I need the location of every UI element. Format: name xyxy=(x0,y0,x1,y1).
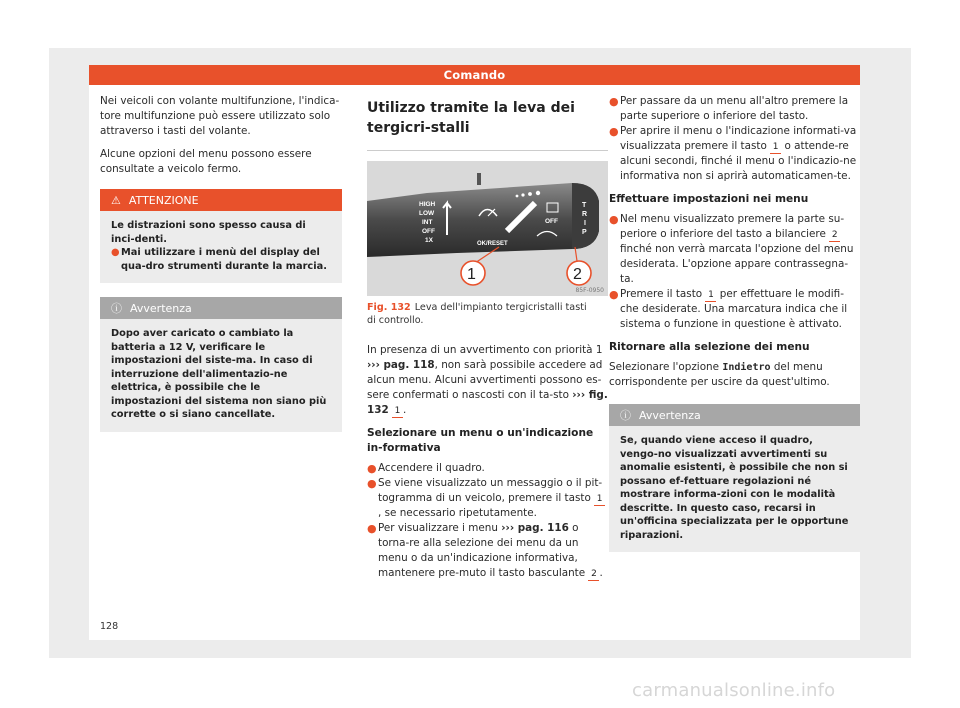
note-title: Avvertenza xyxy=(130,301,192,315)
label-high: HIGH xyxy=(419,201,436,208)
subheading-return: Ritornare alla selezione dei menu xyxy=(609,341,810,353)
figure-label: Fig. 132 xyxy=(367,302,411,313)
label-i: I xyxy=(584,220,586,227)
note-box-header xyxy=(609,404,860,426)
page-ref-118[interactable]: ››› pag. 118 xyxy=(367,359,435,371)
note-box-body: Se, quando viene acceso il quadro, vengo-no visualizzati avvertimenti su anomalie esistenti, è possibile che non si possano ef-fettuare regolazioni né mostrare informa-zioni con le modalità descritte. In questo caso, recarsi in un'officina specializzata per le opportune riparazioni. xyxy=(620,435,849,541)
bullet-dot: ● xyxy=(367,462,377,475)
interval-dot-4 xyxy=(536,191,540,195)
key-ref-1: 1 xyxy=(705,290,716,302)
wiper-lever-illustration xyxy=(367,161,608,296)
subheading-settings: Effettuare impostazioni nei menu xyxy=(609,193,809,205)
bullet-show-menus: ● Per visualizzare i menu ››› pag. 116 o torna-re alla selezione dei menu da un menu o da un'indicazione informativa, mantenere pre-muto il tasto basculante 2 . xyxy=(367,522,603,579)
bullet-open-menu: ● Per aprire il menu o l'indicazione informati-va visualizzata premere il tasto 1 o attende-re alcuni secondi, finché il menu o l'indicazio-ne informativa non si aprirà automaticamen-te. xyxy=(609,125,857,182)
intro-text-a: In presenza di un avvertimento con priorità 1 xyxy=(367,344,603,356)
watermark: carmanualsonline.info xyxy=(632,680,836,701)
bullet-rocker: ● Nel menu visualizzato premere la parte su-periore o inferiore del tasto a bilanciere 2 finché non verrà marcata l'opzione del menu desiderata. L'opzione appare contrassegna-ta. xyxy=(609,213,854,285)
label-low: LOW xyxy=(419,210,435,217)
bullet-switch-menu xyxy=(609,94,860,124)
bullet-dot: ● xyxy=(367,522,377,535)
key-ref-2: 2 xyxy=(588,569,599,581)
warning-triangle-icon: ⚠ xyxy=(111,193,121,207)
note-title: Avvertenza xyxy=(639,408,701,422)
bullet-dot: ● xyxy=(111,247,120,258)
paragraph-priority-warning xyxy=(367,343,608,418)
page-number: 128 xyxy=(100,621,119,632)
label-1x: 1X xyxy=(425,237,433,244)
label-t: T xyxy=(582,202,587,209)
key-ref-1: 1 xyxy=(392,406,403,418)
page-ref-116[interactable]: ››› pag. 116 xyxy=(501,522,569,534)
label-r: R xyxy=(582,211,588,218)
label-int: INT xyxy=(422,219,433,226)
warning-line-1: Le distrazioni sono spesso causa di inci-denti. xyxy=(111,220,306,245)
section-header-band xyxy=(89,65,860,85)
warning-box-header xyxy=(100,189,342,211)
interval-dot-1 xyxy=(516,195,519,198)
column-middle xyxy=(367,94,608,581)
paragraph-menu-options: Alcune opzioni del menu possono essere consultate a veicolo fermo. xyxy=(100,148,312,175)
interval-dot-2 xyxy=(521,193,524,196)
note-box-body: Dopo aver caricato o cambiato la batteria a 12 V, verificare le impostazioni del siste-ma. In caso di interruzione dell'alimentazio-ne elettrica, è possibile che le impostazioni del sistema non siano più corrette o si siano cancellate. xyxy=(111,328,327,420)
bullet-dot: ● xyxy=(609,213,619,226)
fig-ref-132[interactable]: ››› fig. 132 xyxy=(367,389,608,416)
section-header-title: Comando xyxy=(443,68,506,82)
bullet-ignition xyxy=(367,461,608,476)
bullet-message: ● Se viene visualizzato un messaggio o il pit-togramma di un veicolo, premere il tasto 1, se necessario ripetutamente. xyxy=(367,476,608,521)
info-icon: ⓘ xyxy=(111,302,122,315)
label-off-2: OFF xyxy=(545,218,558,225)
note-box-right xyxy=(609,404,860,552)
bullet-dot: ● xyxy=(367,477,377,490)
bullet-dot: ● xyxy=(609,95,619,108)
figure-caption xyxy=(367,302,608,327)
intro-text-b: , non sarà possibile accedere ad alcun menu. Alcuni avvertimenti possono es-sere confermati o nascosti con il ta-sto xyxy=(367,359,603,401)
intro-end: . xyxy=(403,404,407,416)
label-off: OFF xyxy=(422,228,435,235)
column-left xyxy=(100,94,342,432)
note-box-left xyxy=(100,297,342,432)
info-icon: ⓘ xyxy=(620,409,631,422)
warning-bullet xyxy=(111,246,332,273)
warning-box xyxy=(100,189,342,283)
label-ok-reset: OK/RESET xyxy=(477,241,508,247)
key-ref-2: 2 xyxy=(829,230,840,242)
warning-box-body xyxy=(100,211,342,283)
lever-top-clip xyxy=(477,173,481,185)
key-ref-1: 1 xyxy=(770,142,781,154)
warning-title: ATTENZIONE xyxy=(128,193,199,207)
bullet-dot: ● xyxy=(609,125,619,138)
subheading-select-menu: Selezionare un menu o un'indicazione in-formativa xyxy=(367,427,594,454)
paragraph-back-option: Selezionare l'opzione Indietro del menu corrispondente per uscire da quest'ultimo. xyxy=(609,361,830,388)
callout-number-2: 2 xyxy=(573,266,582,283)
paragraph-intro: Nei veicoli con volante multifunzione, l'indica-tore multifunzione può essere utilizzato solo attraverso i tasti del volante. xyxy=(100,95,340,137)
interval-dot-3 xyxy=(528,192,532,196)
menu-option-code: Indietro xyxy=(722,362,771,373)
section-title: Utilizzo tramite la leva dei tergicri-stalli xyxy=(367,100,575,136)
figure-code: 85F-0950 xyxy=(575,287,604,294)
bullet-ignition-text: Accendere il quadro. xyxy=(378,462,485,474)
title-divider xyxy=(367,150,608,151)
bullet-press-key: ● Premere il tasto 1 per effettuare le modifi-che desiderate. Una marcatura indica che il sistema o funzione in questione è attivato. xyxy=(609,288,848,330)
bullet-dot: ● xyxy=(609,288,619,301)
bullet-switch-menu-text: Per passare da un menu all'altro premere la parte superiore o inferiore del tasto. xyxy=(620,95,849,122)
column-right xyxy=(609,94,860,552)
figure-caption-text: Leva dell'impianto tergicristalli tasti di controllo. xyxy=(367,302,587,326)
figure-wiper-lever xyxy=(367,161,608,296)
note-box-header xyxy=(100,297,342,319)
warning-line-2: Mai utilizzare i menù del display del qua-dro strumenti durante la marcia. xyxy=(121,247,327,272)
label-p: P xyxy=(582,229,587,236)
callout-number-1: 1 xyxy=(467,266,476,283)
key-ref-1: 1 xyxy=(594,494,605,506)
